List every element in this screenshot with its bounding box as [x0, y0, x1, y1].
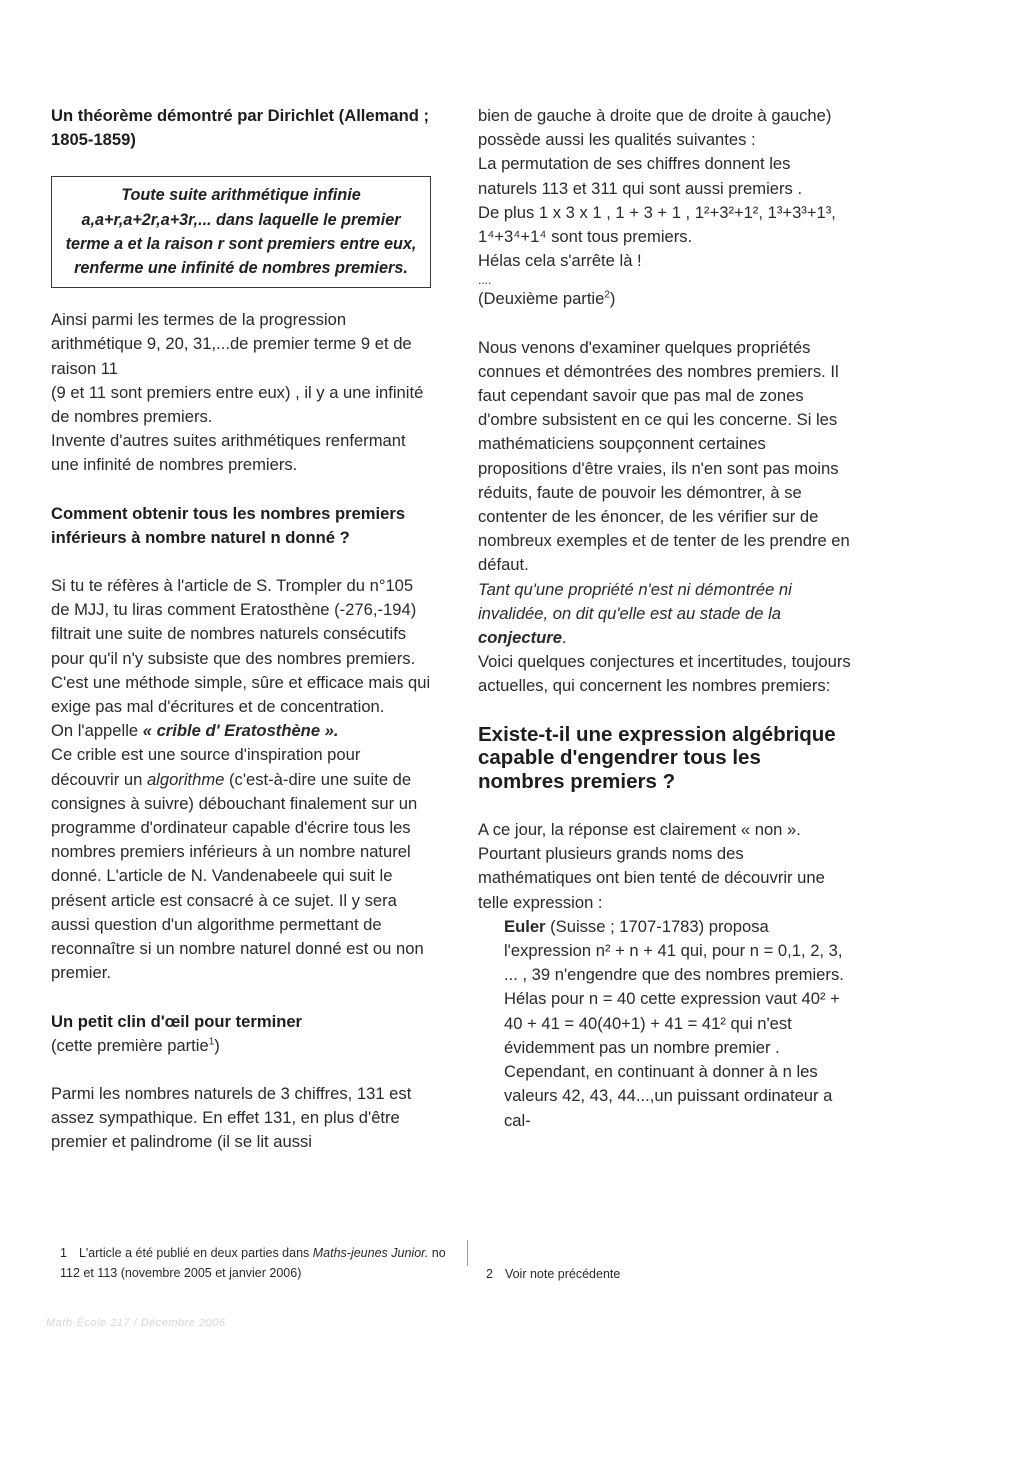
theorem-line-4: renferme une infinité de nombres premiers.	[74, 259, 408, 278]
theorem-box	[51, 176, 431, 288]
footnote-1	[60, 1243, 460, 1283]
paragraph-palindrome-cont: bien de gauche à droite que de droite à gauche) possède aussi les qualités suivantes :	[478, 106, 832, 150]
footnote-ref-1: 1	[208, 1036, 215, 1048]
algorithm-text-1: Ce crible est une source d'inspiration pour découvrir un	[51, 745, 361, 789]
footnote-2-number: 2	[486, 1267, 493, 1281]
paragraph-algorithm	[51, 743, 431, 985]
theorem-line-1: Toute suite arithmétique infinie	[121, 186, 361, 205]
first-part-label: (cette première partie	[51, 1035, 209, 1055]
right-column	[478, 104, 853, 1133]
conjecture-term: conjecture	[478, 628, 562, 648]
crible-intro: On l'appelle	[51, 721, 143, 741]
euler-name: Euler	[504, 916, 546, 936]
footnote-2-text: Voir note précédente	[504, 1267, 621, 1281]
paragraph-trompler: Si tu te réfères à l'article de S. Trompler du n°105 de MJJ, tu liras comment Eratosthène (-276,-194) filtrait une suite de nombres naturels consécutifs pour qu'il n'y subsiste que des nombres premiers. C'est une méthode simple, sûre et efficace mais qui exige pas mal d'écritures et de concentration.	[51, 576, 431, 717]
footnote-1-number: 1	[60, 1246, 67, 1260]
paragraph-helas: Hélas cela s'arrête là !	[478, 251, 642, 271]
theorem-line-3: terme a et la raison r sont premiers entre eux,	[65, 234, 417, 253]
footnote-1-journal: Maths-jeunes Junior.	[312, 1246, 429, 1260]
second-part-close: )	[609, 289, 616, 309]
footnote-1-issues: no 112 et 113 (novembre 2005 et janvier 2006)	[60, 1246, 446, 1280]
footnote-divider	[467, 1240, 468, 1266]
section-heading-sieve: Comment obtenir tous les nombres premiers inférieurs à nombre naturel n donné ?	[51, 503, 406, 547]
paragraph-sums: De plus 1 x 3 x 1 , 1 + 3 + 1 , 1²+3²+1², 1³+3³+1³, 1⁴+3⁴+1⁴ sont tous premiers.	[478, 202, 836, 247]
paragraph-answer: A ce jour, la réponse est clairement « non ». Pourtant plusieurs grands noms des mathématiques ont bien tenté de découvrir une telle expression :	[478, 820, 825, 912]
footnote-ref-2: 2	[604, 289, 610, 301]
second-part-label: (Deuxième partie	[478, 289, 605, 309]
theorem-line-2: a,a+r,a+2r,a+3r,... dans laquelle le premier	[81, 210, 401, 229]
paragraph-progression: Ainsi parmi les termes de la progression arithmétique 9, 20, 31,...de premier terme 9 et de raison 11	[51, 310, 412, 378]
paragraph-crible	[51, 719, 431, 743]
crible-term: « crible d' Eratosthène ».	[142, 721, 339, 741]
paragraph-progression-2: (9 et 11 sont premiers entre eux) , il y a une infinité de nombres premiers.	[51, 382, 424, 427]
footnote-1-text: L'article a été publié en deux parties dans	[78, 1246, 313, 1260]
section-heading-clin-doeil: Un petit clin d'œil pour terminer	[51, 1011, 303, 1031]
first-part-close: )	[214, 1035, 220, 1055]
algorithm-term: algorithme	[146, 769, 225, 789]
left-column	[51, 104, 431, 1155]
algorithm-text-2: (c'est-à-dire une suite de consignes à suivre) débouchant finalement sur un programme d'ordinateur capable d'écrire tous les nombres premiers inférieurs à un nombre naturel donné. L'article de N. Vandenabeele qui suit le présent article est consacré à ce sujet. Il y sera aussi question d'un algorithme permettant de reconnaître si un nombre naturel donné est ou non premier.	[51, 769, 424, 983]
paragraph-euler	[478, 915, 853, 1133]
paragraph-zones-ombre: Nous venons d'examiner quelques propriétés connues et démontrées des nombres premiers. Il faut cependant savoir que pas mal de zones d'ombre subsistent en ce qui les concerne. Si les mathématiciens soupçonnent certaines propositions d'être vraies, ils n'en sont pas moins réduits, faute de pouvoir les démontrer, à se contenter de les énoncer, de les vérifier sur de nombreux exemples et de tenter de les prendre en défaut.	[478, 337, 850, 575]
euler-text: (Suisse ; 1707-1783) proposa l'expression n² + n + 41 qui, pour n = 0,1, 2, 3, ... , 39 n'engendre que des nombres premiers. Hélas pour n = 40 cette expression vaut 40² + 40 + 41 = 40(40+1) + 41 = 41² qui n'est évidemment pas un nombre premier . Cependant, en continuant à donner à n les valeurs 42, 43, 44...,un puissant ordinateur a cal-	[504, 916, 844, 1130]
second-part-note	[478, 287, 853, 311]
page-footer-runner: Math-École 217 / Décembre 2006	[46, 1317, 226, 1329]
paragraph-voici: Voici quelques conjectures et incertitudes, toujours actuelles, qui concernent les nombres premiers:	[478, 652, 851, 696]
paragraph-invent: Invente d'autres suites arithmétiques renfermant une infinité de nombres premiers.	[51, 431, 406, 475]
conjecture-period: .	[561, 628, 567, 648]
section-heading-expression: Existe-t-il une expression algébrique capable d'engendrer tous les nombres premiers ?	[478, 722, 836, 794]
paragraph-conjecture-def	[478, 578, 853, 651]
paragraph-131: Parmi les nombres naturels de 3 chiffres, 131 est assez sympathique. En effet 131, en plus d'être premier et palindrome (il se lit aussi	[51, 1083, 412, 1152]
paragraph-permutation: La permutation de ses chiffres donnent les naturels 113 et 311 qui sont aussi premiers .	[478, 154, 803, 198]
ellipsis: ....	[478, 273, 492, 288]
section-heading-dirichlet: Un théorème démontré par Dirichlet (Allemand ; 1805-1859)	[51, 106, 430, 150]
footnote-2	[486, 1264, 786, 1284]
first-part-note	[51, 1034, 431, 1058]
conjecture-def-text: Tant qu'une propriété n'est ni démontrée ni invalidée, on dit qu'elle est au stade de la	[478, 579, 792, 623]
